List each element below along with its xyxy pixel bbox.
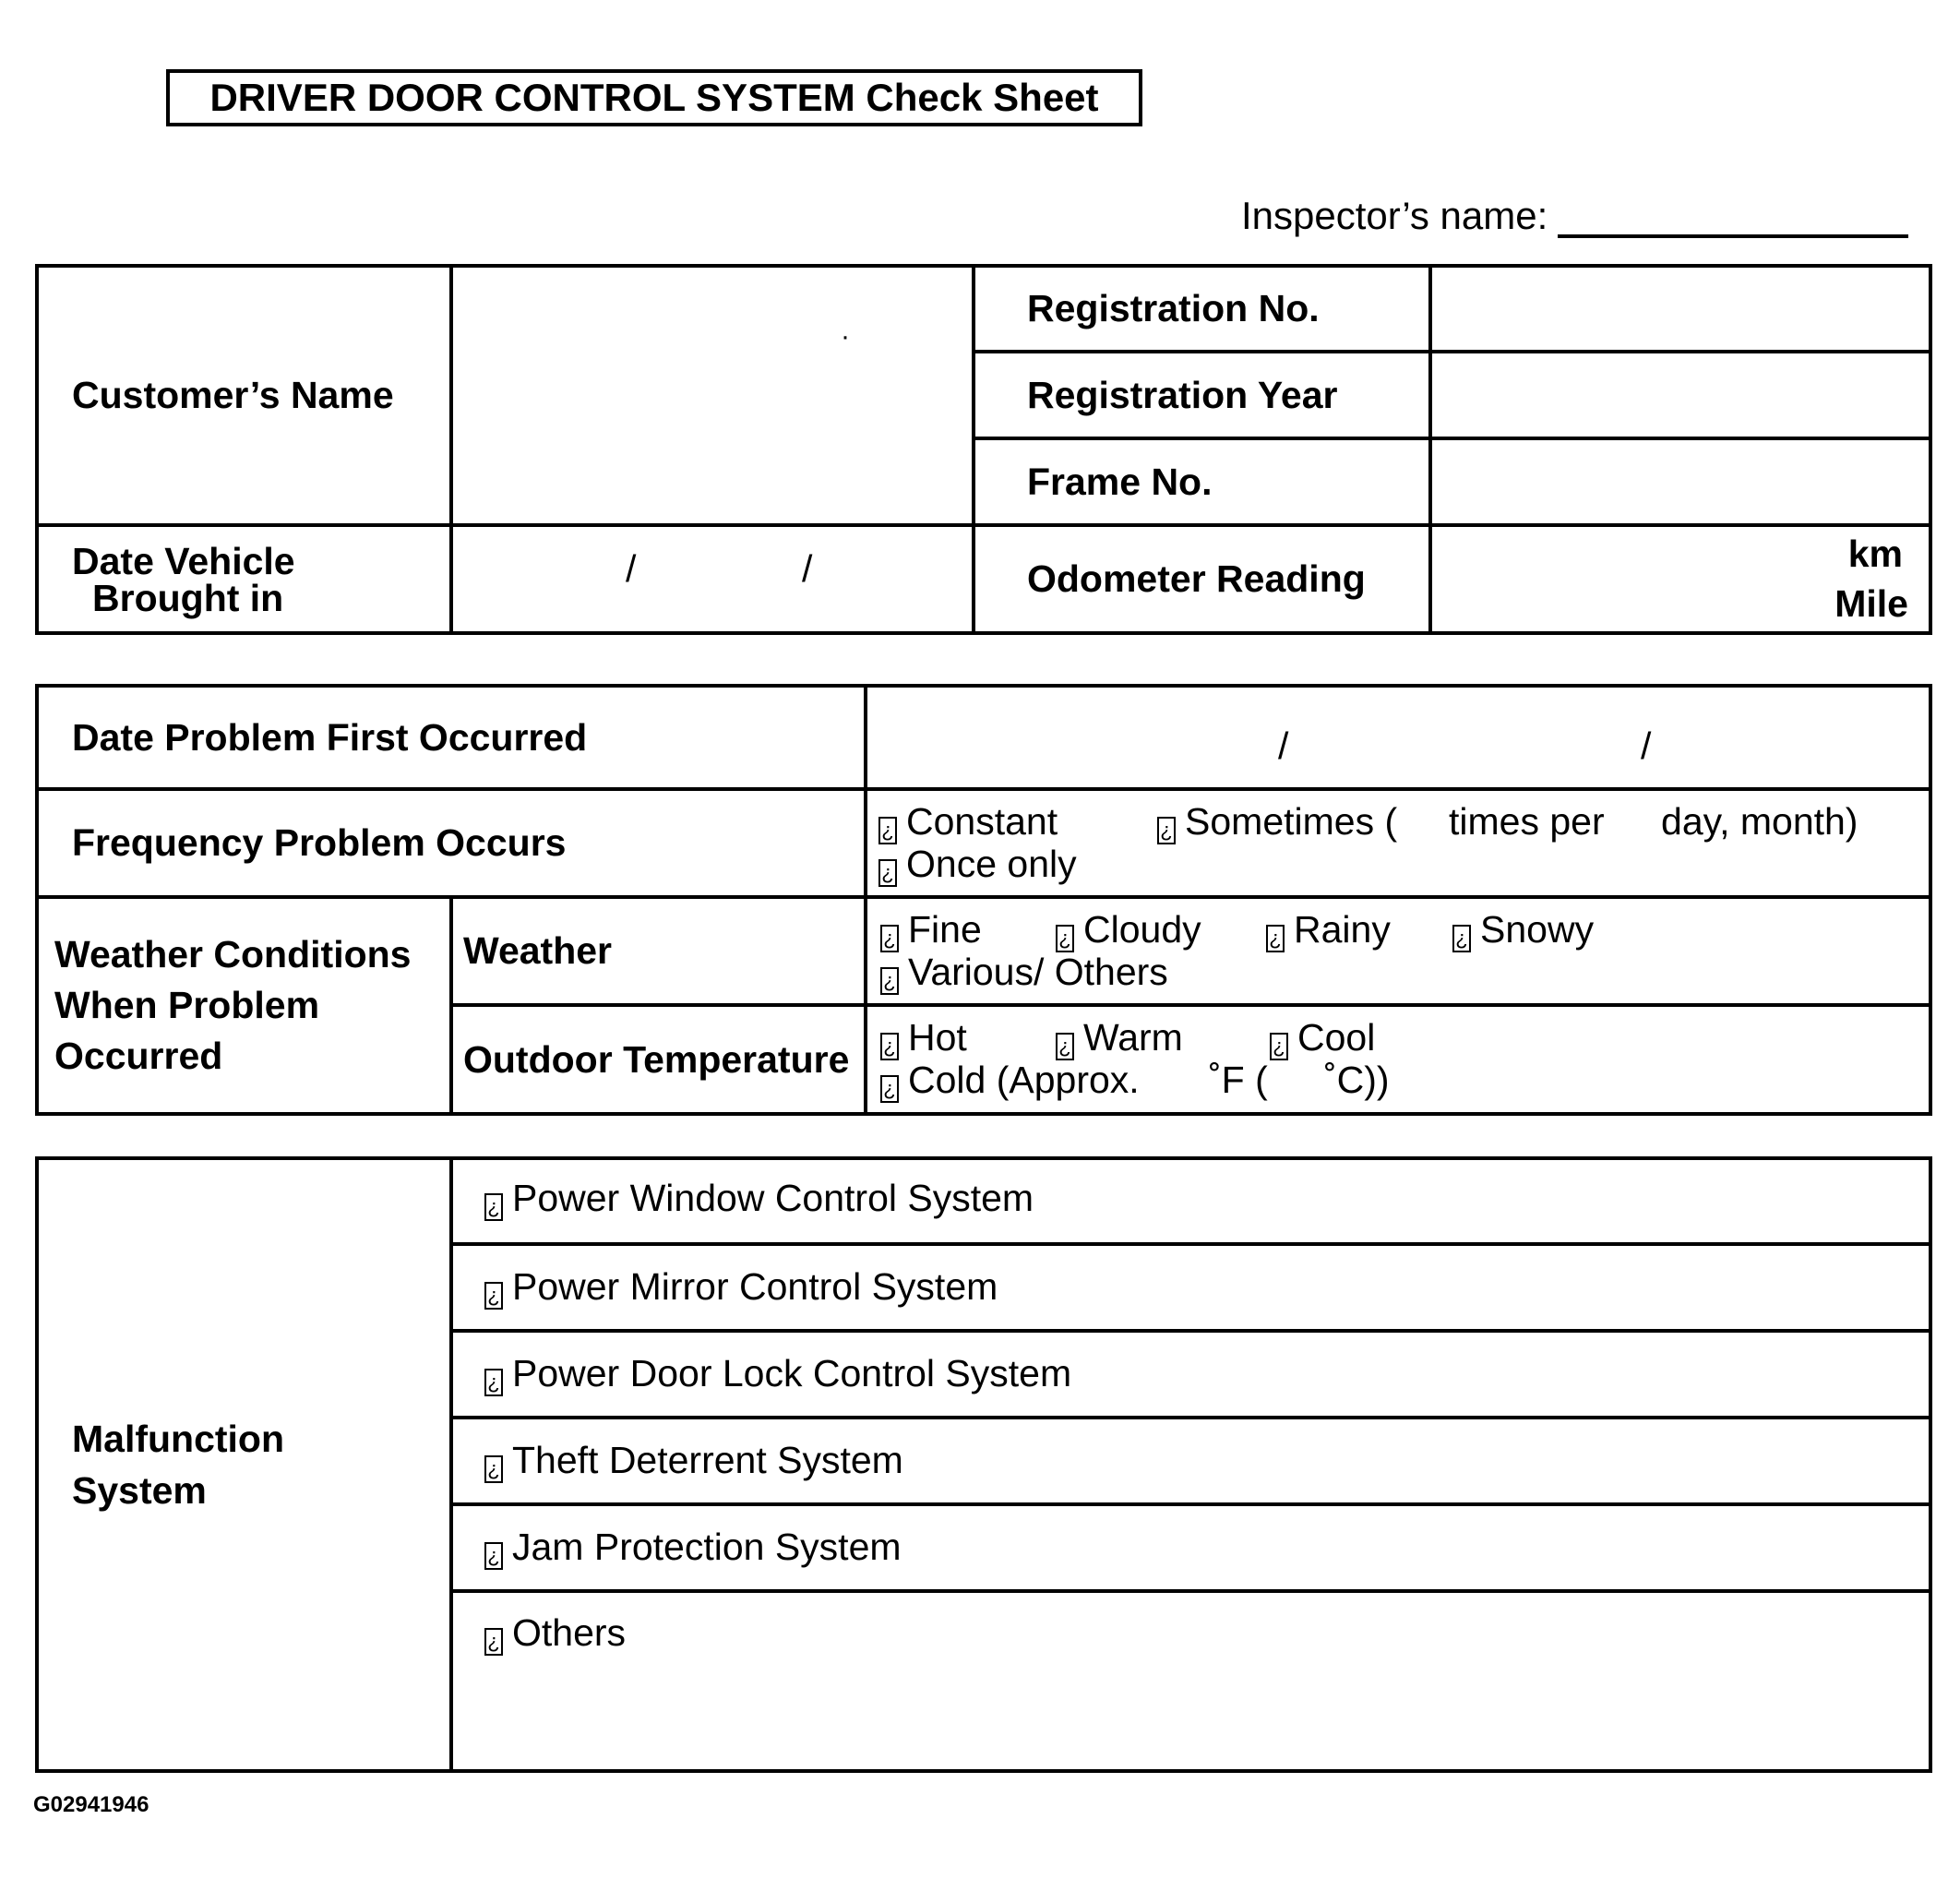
date-brought-in-label-line2: Brought in <box>92 576 284 619</box>
customer-name-field[interactable] <box>451 266 974 525</box>
inspector-label: Inspector’s name: <box>1241 194 1548 237</box>
malfunction-option-label: Power Door Lock Control System <box>512 1352 1072 1394</box>
weather-cloudy-option[interactable] <box>1056 908 1201 952</box>
checkbox-icon: ¿ <box>1270 1033 1288 1060</box>
checkbox-icon: ¿ <box>1157 817 1176 844</box>
temp-warm-label: Warm <box>1083 1016 1183 1059</box>
odometer-label: Odometer Reading <box>974 525 1430 633</box>
weather-rainy-option[interactable] <box>1266 908 1391 952</box>
frequency-label: Frequency Problem Occurs <box>37 789 866 897</box>
freq-constant-label: Constant <box>906 800 1058 843</box>
weather-various-option[interactable] <box>880 951 1168 995</box>
weather-snowy-option[interactable] <box>1452 908 1594 952</box>
inspector-name-field[interactable] <box>1558 234 1908 238</box>
checkbox-icon: ¿ <box>484 1542 503 1570</box>
freq-sometimes-option[interactable] <box>1157 800 1397 844</box>
freq-once-option[interactable] <box>878 843 1077 887</box>
malfunction-system-label <box>37 1158 451 1771</box>
date-first-occurred-label: Date Problem First Occurred <box>37 686 866 789</box>
registration-year-label: Registration Year <box>974 352 1430 438</box>
date-separator: / <box>1278 724 1289 767</box>
figure-code: G02941946 <box>33 1792 149 1817</box>
checkbox-icon: ¿ <box>484 1628 503 1656</box>
malfunction-label-line1: Malfunction <box>72 1418 285 1460</box>
weather-various-label: Various/ Others <box>908 951 1168 993</box>
checkbox-icon: ¿ <box>1056 925 1074 952</box>
temp-cool-option[interactable] <box>1270 1016 1375 1060</box>
checkbox-icon: ¿ <box>484 1193 503 1221</box>
malfunction-option-label: Jam Protection System <box>512 1526 902 1568</box>
freq-once-label: Once only <box>906 843 1077 885</box>
weather-fine-label: Fine <box>908 908 982 951</box>
temp-fahrenheit-label: ˚F ( <box>1209 1059 1268 1101</box>
date-brought-in-label-line1: Date Vehicle <box>72 539 295 582</box>
malfunction-option-jam-protection[interactable] <box>451 1504 1930 1591</box>
malfunction-option-power-window[interactable] <box>451 1158 1930 1244</box>
temp-hot-option[interactable] <box>880 1016 967 1060</box>
frame-no-label: Frame No. <box>974 438 1430 525</box>
frequency-options <box>866 789 1930 897</box>
checkbox-icon: ¿ <box>880 1075 899 1103</box>
checkbox-icon: ¿ <box>880 925 899 952</box>
date-separator: / <box>802 547 813 590</box>
malfunction-option-theft-deterrent[interactable] <box>451 1418 1930 1504</box>
checkbox-icon: ¿ <box>484 1282 503 1310</box>
weather-fine-option[interactable] <box>880 908 982 952</box>
checkbox-icon: ¿ <box>878 817 897 844</box>
date-separator: / <box>626 547 637 590</box>
date-brought-in-field[interactable] <box>451 525 974 633</box>
weather-conditions-line3: Occurred <box>54 1035 223 1077</box>
registration-no-label: Registration No. <box>974 266 1430 352</box>
malfunction-option-power-door-lock[interactable] <box>451 1331 1930 1418</box>
weather-snowy-label: Snowy <box>1480 908 1595 951</box>
temp-celsius-label: ˚C)) <box>1324 1059 1390 1101</box>
freq-day-month-label: day, month) <box>1661 800 1858 843</box>
weather-label: Weather <box>451 897 866 1005</box>
malfunction-label-line2: System <box>72 1469 207 1512</box>
temp-warm-option[interactable] <box>1056 1016 1183 1060</box>
weather-conditions-label <box>37 897 451 1114</box>
checkbox-icon: ¿ <box>1056 1033 1074 1060</box>
freq-sometimes-label: Sometimes ( <box>1185 800 1398 843</box>
temp-cool-label: Cool <box>1297 1016 1376 1059</box>
page-title: DRIVER DOOR CONTROL SYSTEM Check Sheet <box>166 69 1142 126</box>
unit-km: km <box>1847 533 1903 575</box>
registration-year-field[interactable] <box>1430 352 1930 438</box>
malfunction-option-others[interactable] <box>451 1591 1930 1771</box>
checkbox-icon: ¿ <box>880 1033 899 1060</box>
date-separator: / <box>1641 724 1652 767</box>
vehicle-info-table <box>35 264 1932 635</box>
customer-name-label: Customer’s Name <box>37 266 451 525</box>
frame-no-field[interactable] <box>1430 438 1930 525</box>
checkbox-icon: ¿ <box>1266 925 1285 952</box>
outdoor-temperature-label: Outdoor Temperature <box>451 1005 866 1114</box>
date-first-occurred-field[interactable] <box>866 686 1930 789</box>
weather-cloudy-label: Cloudy <box>1083 908 1201 951</box>
weather-conditions-line1: Weather Conditions <box>54 933 412 975</box>
temp-hot-label: Hot <box>908 1016 967 1059</box>
freq-constant-option[interactable] <box>878 800 1058 844</box>
malfunction-option-label: Others <box>512 1611 627 1654</box>
temp-cold-option[interactable] <box>880 1059 1140 1103</box>
weather-rainy-label: Rainy <box>1294 908 1391 951</box>
customer-dot: · <box>841 321 850 352</box>
malfunction-option-label: Theft Deterrent System <box>512 1439 903 1481</box>
checkbox-icon: ¿ <box>1452 925 1471 952</box>
malfunction-option-label: Power Mirror Control System <box>512 1265 998 1308</box>
unit-mile: Mile <box>1835 582 1908 625</box>
checkbox-icon: ¿ <box>880 967 899 995</box>
temp-cold-label: Cold (Approx. <box>908 1059 1140 1101</box>
weather-conditions-line2: When Problem <box>54 984 320 1026</box>
checkbox-icon: ¿ <box>484 1369 503 1396</box>
problem-conditions-table <box>35 684 1932 1116</box>
freq-times-per-label: times per <box>1449 800 1605 843</box>
date-brought-in-label <box>37 525 451 633</box>
registration-no-field[interactable] <box>1430 266 1930 352</box>
malfunction-system-table <box>35 1156 1932 1773</box>
odometer-field[interactable] <box>1430 525 1930 633</box>
weather-options <box>866 897 1930 1005</box>
temperature-options <box>866 1005 1930 1114</box>
malfunction-option-label: Power Window Control System <box>512 1177 1034 1219</box>
checkbox-icon: ¿ <box>484 1455 503 1483</box>
checkbox-icon: ¿ <box>878 859 897 887</box>
malfunction-option-power-mirror[interactable] <box>451 1244 1930 1331</box>
